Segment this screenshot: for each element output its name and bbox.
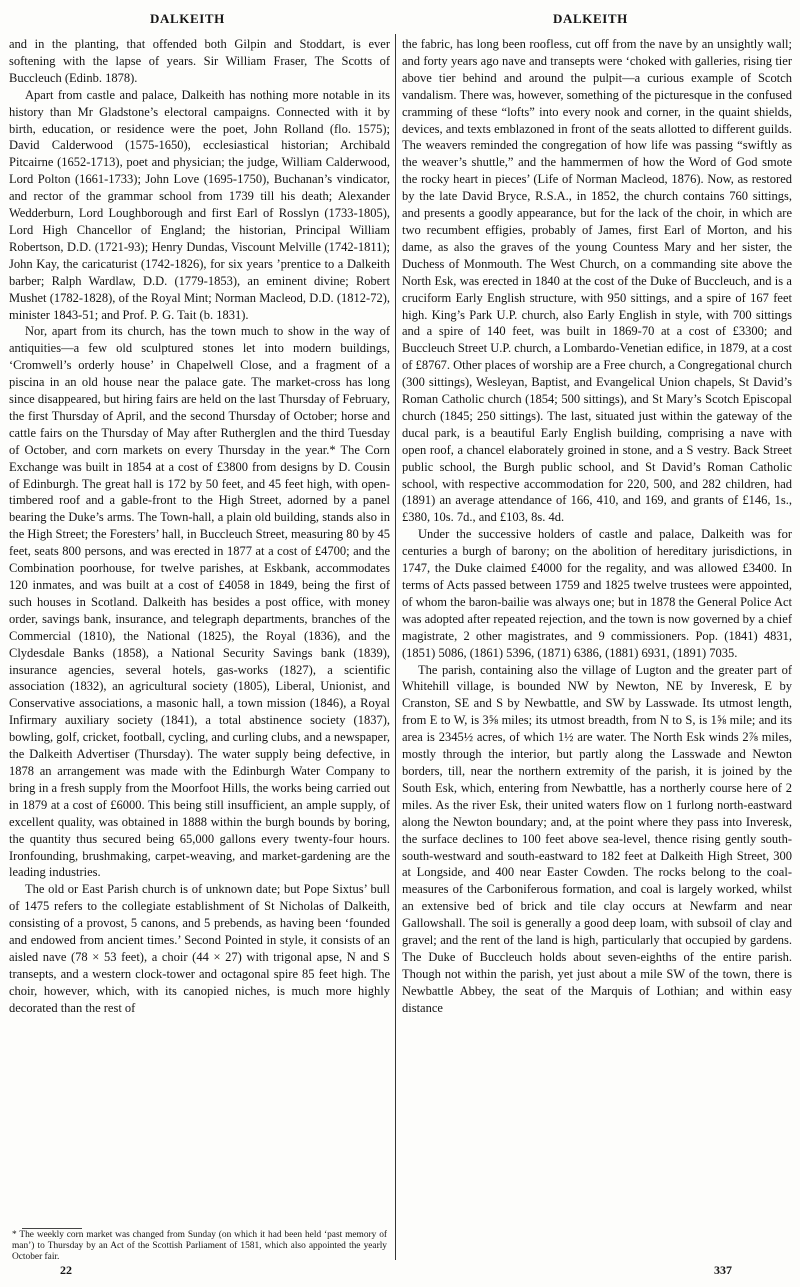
left-column (9, 36, 390, 1228)
paragraph: Nor, apart from its church, has the town much to show in the way of antiquities—a few old sculptured stones let into modern buildings, ‘Cromwell’s orderly house’ in Chapelwell Close, and a fragment of a piscina in an old house near the palace gate. The market-cross has long since disappeared, but hiring fairs are held on the last Thursday of February, the first Thursday of April, and the second Thursday of October; horse and cattle fairs on the Thursday of May after Rutherglen and the third Tuesday of October, and corn markets on every Thursday in the year.* The Corn Exchange was built in 1854 at a cost of £3800 from designs by D. Cousin of Edinburgh. The great hall is 172 by 50 feet, and 45 feet high, with open-timbered roof and a gable-front to the High Street, adorned by a panel bearing the Duke’s arms. The Town-hall, a plain old building, stands also in the High Street; the Foresters’ hall, in Buccleuch Street, measuring 80 by 45 feet, seats 800 persons, and was erected in 1877 at a cost of £4700; and the Combination poorhouse, for twelve parishes, at Eskbank, accommodates 120 inmates, and was built at a cost of £4058 in 1849, being the first of such houses in Scotland. Dalkeith has besides a post office, with money order, savings bank, insurance, and telegraph departments, branches of the Commercial (1810), the National (1825), the Royal (1836), and the Clydesdale Banks (1858), a National Security Savings bank (1839), insurance agencies, several hotels, gas-works (1827), a scientific association (1832), an agricultural society (1805), Liberal, Unionist, and Conservative associations, a masonic hall, a town mission (1846), a Royal Infirmary auxiliary society (1841), a total abstinence society (1837), bowling, golf, cricket, football, cycling, and curling clubs, and a newspaper, the Dalkeith Advertiser (Thursday). The water supply being defective, in 1878 an arrangement was made with the Edinburgh Water Company to bring in a fresh supply from the Moorfoot Hills, the works being carried out in 1879 at a cost of £6000. This being still insufficient, an ample supply, of excellent quality, was obtained in 1888 within the burgh bounds by boring, the quantity thus secured being 65,000 gallons every twenty-four hours. Ironfounding, brushmaking, carpet-weaving, and market-gardening are the leading industries. (9, 324, 390, 880)
paragraph: The old or East Parish church is of unknown date; but Pope Sixtus’ bull of 1475 refers to the collegiate establishment of St Nicholas of Dalkeith, consisting of a provost, 5 canons, and 5 prebends, as having been ‘founded and endowed from ancient times.’ Second Pointed in style, it consists of an aisled nave (78 × 53 feet), a choir (44 × 27) with trigonal apse, N and S transepts, and a western clock-tower and octagonal spire 85 feet high. The choir, however, which, with its canopied niches, is much more highly decorated than the rest of (9, 882, 390, 1015)
footnote: * The weekly corn market was changed from Sunday (on which it had been held ‘past memory of man’) to Thursday by an Act of the Scottish Parliament of 1581, which also appointed the yearly October fair. (12, 1230, 387, 1262)
paragraph: The parish, containing also the village of Lugton and the greater part of Whitehill village, is bounded NW by Newton, NE by Inveresk, E by Cranston, SE and S by Newbattle, and SW by Lasswade. Its utmost length, from E to W, is 3⅝ miles; its utmost breadth, from N to S, is 1⅝ mile; and its area is 2345½ acres, of which 1½ are water. The North Esk winds 2⅞ miles, mostly through the interior, but partly along the Lasswade and Newton borders, till, near the northern extremity of the parish, it is joined by the South Esk, which, entering from Newbattle, has a northerly course here of 2 miles. As the river Esk, their united waters flow on 1 furlong north-eastward along the Newton boundary; and, at the point where they pass into Inveresk, the surface declines to 100 feet above sea-level, thence rising gently south-south-westward and south-eastward to 182 feet at Dalkeith High Street, 300 at Longside, and 400 near Easter Cowden. The rocks belong to the coal-measures of the Carboniferous formation, and coal is largely worked, whilst an extensive bed of brick and tile clay occurs at Newfarm and near Gallowshall. The soil is generally a good deep loam, with subsoil of clay and gravel; and the rent of the land is high, particularly that occupied by gardens. The Duke of Buccleuch holds about seven-eighths of the entire parish. Though not within the parish, yet just about a mile SW of the town, there is Newbattle Abbey, the seat of the Marquis of Lothian; and within easy distance (402, 662, 792, 1015)
running-header-left: DALKEITH (150, 11, 225, 26)
right-column (402, 36, 792, 1266)
footnote-rule (22, 1228, 82, 1229)
paragraph: and in the planting, that offended both Gilpin and Stoddart, is ever softening with the lapse of years. Sir William Fraser, The Scotts of Buccleuch (Edinb. 1878). (9, 37, 390, 85)
paragraph: Apart from castle and palace, Dalkeith has nothing more notable in its history than Mr Gladstone’s electoral campaigns. Connected with it by birth, education, or residence were the poet, John Rolland (flo. 1575); David Calderwood (1575-1650), ecclesiastical historian; Archibald Pitcairne (1652-1713), poet and physician; the judge, William Calderwood, Lord Polton (1661-1733); John Love (1695-1750), Buchanan’s vindicator, and rector of the grammar school from 1739 till his death; Alexander Wedderburn, Lord Loughborough and first Earl of Rosslyn (1733-1805), Lord High Chancellor of England; the historian, Principal William Robertson, D.D. (1721-93); Henry Dundas, Viscount Melville (1742-1811); John Kay, the caricaturist (1742-1826), for six years ’prentice to a Dalkeith barber; Ralph Wardlaw, D.D. (1779-1853), an eminent divine; Robert Mushet (1782-1828), of the Royal Mint; Norman Macleod, D.D. (1812-72), minister 1843-51; and Prof. P. G. Tait (b. 1831). (9, 87, 390, 322)
running-header-right: DALKEITH (553, 11, 628, 26)
signature-mark: 22 (60, 1263, 72, 1277)
page-number: 337 (714, 1263, 732, 1277)
paragraph: the fabric, has long been roofless, cut off from the nave by an unsightly wall; and forty years ago nave and transepts were ‘choked with galleries, rising tier above tier behind and around the pulpit—a curious example of Scotch vandalism. There was, however, something of the picturesque in the confused cramming of these “lofts” into every nook and corner, in the quaint shields, devices, and texts emblazoned in front of the seats allotted to different guilds. The weavers reminded the congregation of how life was passing “swiftly as the weaver’s shuttle,” and the hammermen of how the Word of God smote the rocky heart in pieces’ (Life of Norman Macleod, 1876). Now, as restored by the late David Bryce, R.S.A., in 1852, the church contains 760 sittings, and presents a goodly appearance, but for the lack of the choir, in which are two recumbent effigies, probably of James, first Earl of Morton, and his dame, as also the graves of the young Countess Mary and her sister, the Duchess of Monmouth. The West Church, on a commanding site above the North Esk, was erected in 1840 at the cost of the Duke of Buccleuch, and is a cruciform Early English structure, with 950 sittings, and a spire of 167 feet high. King’s Park U.P. church, also Early English in style, with 700 sittings and a spire of 140 feet, was built in 1869-70 at a cost of £3300; and Buccleuch Street U.P. church, a Lombardo-Venetian edifice, in 1879, at a cost of £8767. Other places of worship are a Free church, a Congregational church (300 sittings), Wesleyan, Baptist, and Evangelical Union chapels, St David’s Roman Catholic church (1854; 500 sittings), and St Mary’s Scotch Episcopal church (1845; 250 sittings). The last, situated just within the gateway of the ducal park, is a beautiful Early English building, comprising a nave with open roof, a chancel elaborately groined in stone, and a S vestry. Back Street public school, the Burgh public school, and St David’s Roman Catholic school, with respective accommodation for 220, 500, and 282 children, had (1891) an average attendance of 166, 410, and 169, and grants of £146, 1s., £380, 10s. 7d., and £103, 8s. 4d. (402, 37, 792, 525)
column-divider (395, 34, 396, 1260)
paragraph: Under the successive holders of castle and palace, Dalkeith was for centuries a burgh of barony; on the abolition of hereditary jurisdictions, in 1747, the Duke claimed £4000 for the regality, and was allowed £3400. In terms of Acts passed between 1759 and 1825 twelve trustees were appointed, of whom the baron-bailie was always one; but in 1878 the General Police Act was adopted after repeated rejection, and the town is now governed by a chief magistrate, 2 other magistrates, and 9 commissioners. Pop. (1841) 4831, (1851) 5086, (1861) 5396, (1871) 6386, (1881) 6931, (1891) 7035. (402, 527, 792, 660)
